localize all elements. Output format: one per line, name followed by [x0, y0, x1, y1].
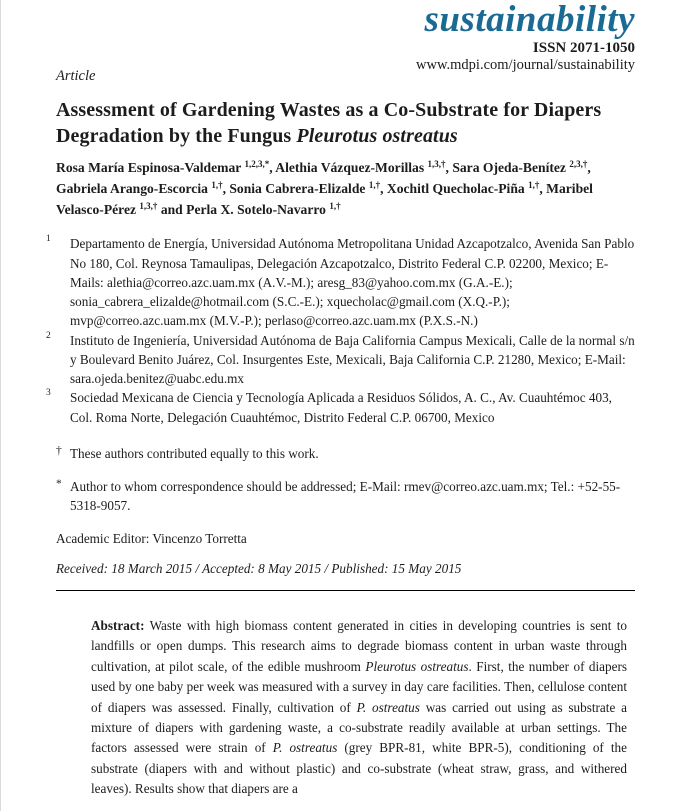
author-name: Sonia Cabrera-Elizalde	[229, 181, 369, 197]
separator-rule	[56, 590, 635, 591]
author-name: Gabriela Arango-Escorcia	[56, 181, 212, 197]
affiliation-item	[46, 388, 635, 427]
author-name: Rosa María Espinosa-Valdemar	[56, 160, 245, 176]
note-text: Author to whom correspondence should be addressed; E-Mail: rmev@correo.azc.uam.mx; Tel.: +52-55-5318-9057.	[70, 479, 621, 514]
academic-editor-line: Academic Editor: Vincenzo Torretta	[56, 530, 247, 546]
author-note	[56, 444, 635, 463]
paper-title: Assessment of Gardening Wastes as a Co-Substrate for Diapers Degradation by the Fungus Pleurotus ostreatus	[56, 99, 602, 148]
author-affiliation-sup: 1,†	[528, 180, 540, 191]
note-symbol: †	[56, 444, 62, 457]
affiliation-item	[46, 234, 635, 330]
note-text: These authors contributed equally to this work.	[70, 445, 319, 461]
author-note	[56, 477, 635, 516]
issn-label: ISSN 2071-1050	[532, 40, 635, 57]
journal-header	[56, 2, 635, 74]
affiliation-text: Departamento de Energía, Universidad Autónoma Metropolitana Unidad Azcapotzalco, Avenida San Pablo No 180, Col. Reynosa Tamaulipas, Delegación Azcapotzalco, Distrito Federal C.P. 02200, Mexico; E-Mails: alethia@correo.azc.uam.mx (A.V.-M.); aresg_83@yahoo.com.mx (G.A.-E.); sonia_cabrera_elizalde@hotmail.com (S.C.-E.); xquecholac@gmail.com (X.Q.-P.); mvp@correo.azc.uam.mx (M.V.-P.); perlaso@correo.azc.uam.mx (P.X.S.-N.)	[70, 236, 635, 329]
author-name: Xochitl Quecholac-Piña	[386, 181, 529, 197]
author-name: Maribel Velasco-Pérez	[56, 181, 593, 218]
affiliation-number: 1	[46, 234, 51, 245]
author-affiliation-sup: 1,3,†	[427, 159, 446, 170]
author-name: Sara Ojeda-Benítez	[452, 160, 570, 176]
abstract-text: Waste with high biomass content generated in cities in developing countries is sent to landfills or open dumps. This research aims to degrade biomass content in urban waste through cultivation, at pilot scale, of the edible mushroom Pleurotus ostreatus. First, the number of diapers used by one baby per week was measured with a survey in day care facilities. Then, cellulose content of diapers was assessed. Finally, cultivation of P. ostreatus was carried out using as substrate a mixture of diapers with gardening waste, a co-substrate readily available at urban settings. The factors assessed were strain of P. ostreatus (grey BPR-81, white BPR-5), conditioning of the substrate (diapers with and without plastic) and co-substrate (wheat straw, grass, and withered leaves). Results show that diapers are a	[91, 617, 628, 797]
affiliation-text: Sociedad Mexicana de Ciencia y Tecnología Aplicada a Residuos Sólidos, A. C., Av. Cuauhtémoc 403, Col. Roma Norte, Delegación Cuauhtémoc, Distrito Federal C.P. 06700, Mexico	[70, 390, 612, 425]
author-affiliation-sup: 2,3,†	[569, 159, 588, 170]
affiliation-list	[46, 234, 635, 427]
author-affiliation-sup: 1,2,3,*	[244, 159, 270, 170]
journal-logo: sustainability	[424, 0, 635, 40]
author-affiliation-sup: 1,†	[368, 180, 381, 191]
author-affiliation-sup: 1,†	[211, 180, 223, 191]
affiliation-text: Instituto de Ingeniería, Universidad Autónoma de Baja California Campus Mexicali, Calle de la normal s/n y Boulevard Benito Juárez, Col. Insurgentes Este, Mexicali, Baja California C.P. 21280, Mexico; E-Mail: sara.ojeda.benitez@uabc.edu.mx	[70, 332, 635, 387]
author-list: Rosa María Espinosa-Valdemar $^{1,2,3,*}$, Alethia Vázquez-Morillas $^{1,3,\dagger}$, Sara Ojeda-Benítez $^{2,3,\dagger}$, Gabriela Arango-Escorcia $^{1,\dagger}$, Sonia Cabrera-Elizalde $^{1,\dagger}$, Xochitl Quecholac-Piña $^{1,\dagger}$, Maribel Velasco-Pérez $^{1,3,\dagger}$ and Perla X. Sotelo-Navarro $^{1,\dagger}$	[56, 159, 593, 218]
author-name: Perla X. Sotelo-Navarro	[186, 202, 330, 218]
affiliation-number: 2	[46, 330, 51, 341]
note-symbol: *	[56, 478, 62, 491]
author-notes	[56, 444, 635, 516]
author-affiliation-sup: 1,3,†	[139, 201, 158, 212]
journal-url: www.mdpi.com/journal/sustainability	[416, 57, 635, 74]
abstract-label: Abstract:	[91, 617, 145, 633]
affiliation-number: 3	[46, 388, 51, 399]
author-affiliation-sup: 1,†	[329, 201, 341, 212]
dates-line: Received: 18 March 2015 / Accepted: 8 May 2015 / Published: 15 May 2015	[56, 560, 462, 576]
author-name: Alethia Vázquez-Morillas	[275, 160, 428, 176]
affiliation-item	[46, 330, 635, 389]
article-type-label: Article	[56, 68, 96, 85]
abstract-paragraph	[91, 616, 627, 800]
